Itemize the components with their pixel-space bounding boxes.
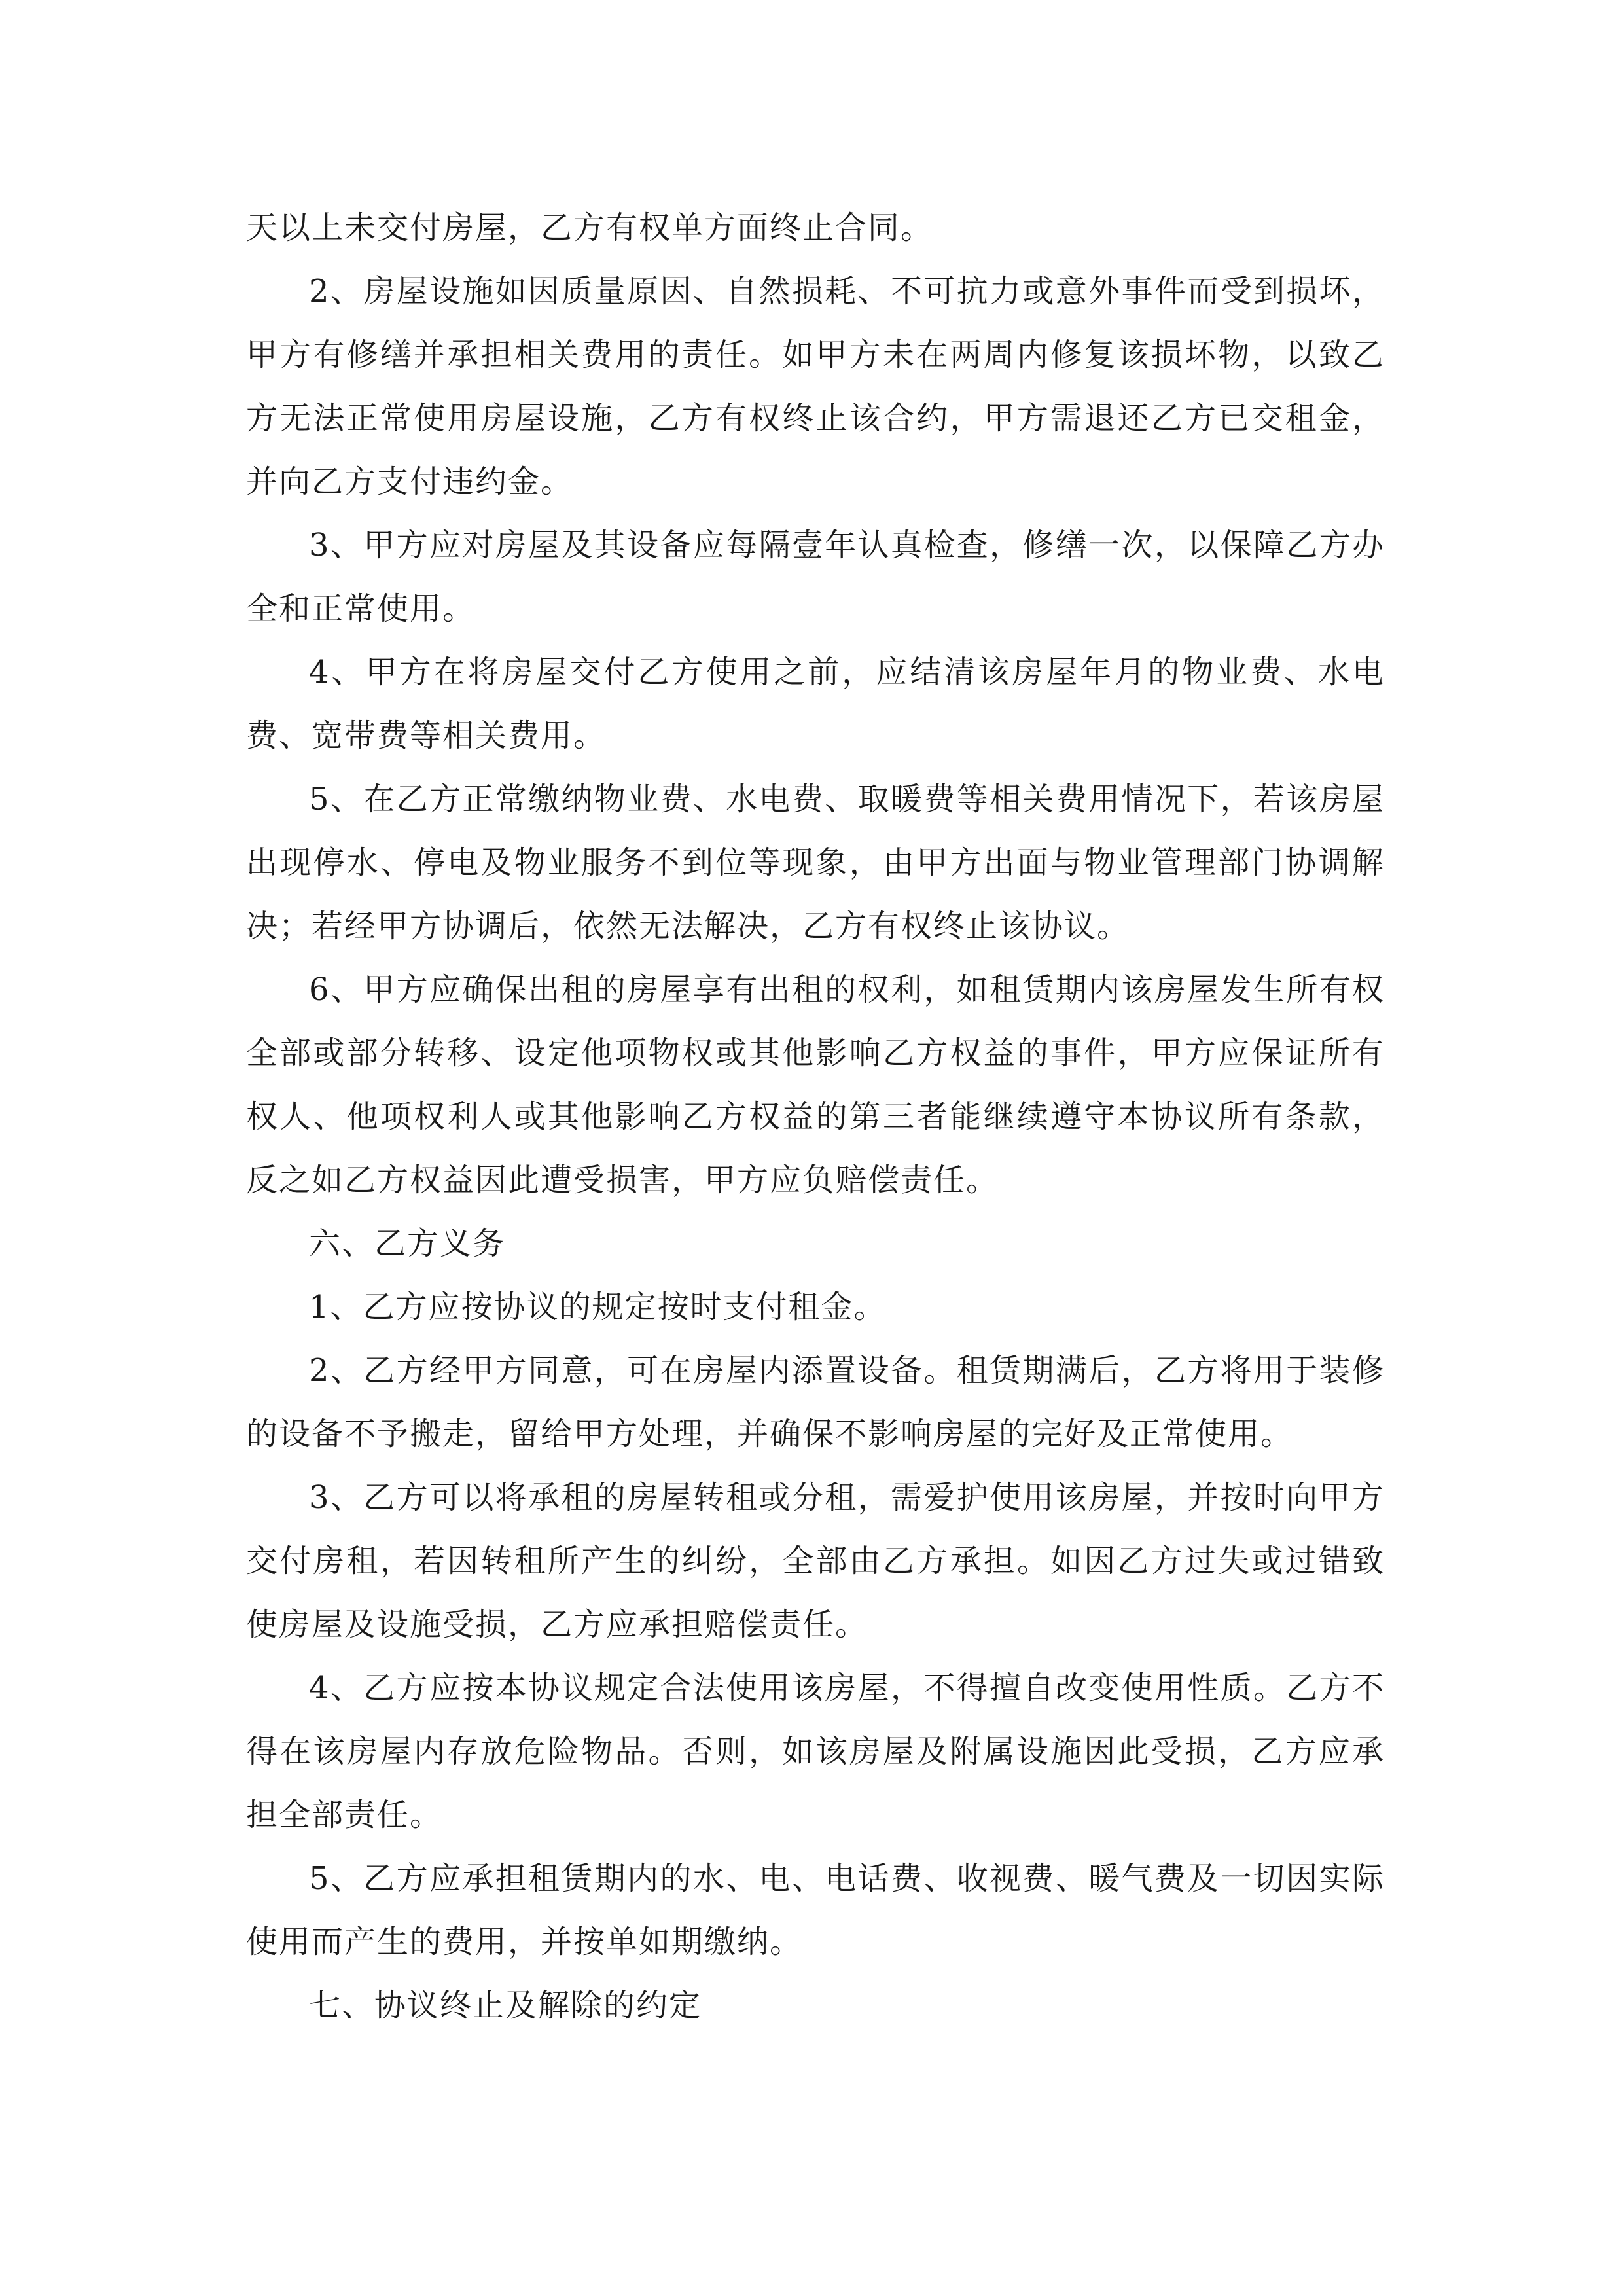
paragraph-tenant-clause-3: 3、乙方可以将承租的房屋转租或分租，需爱护使用该房屋，并按时向甲方交付房租，若因转租所产生的纠纷，全部由乙方承担。如因乙方过失或过错致使房屋及设施受损，乙方应承担赔偿责任。 (246, 1479, 1385, 1643)
paragraph-clause-4: 4、甲方在将房屋交付乙方使用之前，应结清该房屋年月的物业费、水电费、宽带费等相关费用。 (246, 654, 1385, 754)
section-heading-tenant-obligations: 六、乙方义务 (309, 1225, 506, 1262)
paragraph-clause-5: 5、在乙方正常缴纳物业费、水电费、取暖费等相关费用情况下，若该房屋出现停水、停电及物业服务不到位等现象，由甲方出面与物业管理部门协调解决；若经甲方协调后，依然无法解决，乙方有权终止该协议。 (246, 781, 1385, 944)
paragraph-continuation: 天以上未交付房屋，乙方有权单方面终止合同。 (246, 209, 934, 246)
paragraph-tenant-clause-4: 4、乙方应按本协议规定合法使用该房屋，不得擅自改变使用性质。乙方不得在该房屋内存放危险物品。否则，如该房屋及附属设施因此受损，乙方应承担全部责任。 (246, 1670, 1385, 1833)
section-heading-termination: 七、协议终止及解除的约定 (309, 1987, 702, 2024)
paragraph-clause-6: 6、甲方应确保出租的房屋享有出租的权利，如租赁期内该房屋发生所有权全部或部分转移、设定他项物权或其他影响乙方权益的事件，甲方应保证所有权人、他项权利人或其他影响乙方权益的第三者能继续遵守本协议所有条款，反之如乙方权益因此遭受损害，甲方应负赔偿责任。 (246, 971, 1385, 1198)
paragraph-tenant-clause-1: 1、乙方应按协议的规定按时支付租金。 (309, 1289, 887, 1325)
paragraph-clause-2: 2、房屋设施如因质量原因、自然损耗、不可抗力或意外事件而受到损坏，甲方有修缮并承担相关费用的责任。如甲方未在两周内修复该损坏物，以致乙方无法正常使用房屋设施，乙方有权终止该合约，甲方需退还乙方已交租金，并向乙方支付违约金。 (246, 273, 1385, 500)
document-body (246, 196, 1385, 2037)
paragraph-tenant-clause-5: 5、乙方应承担租赁期内的水、电、电话费、收视费、暖气费及一切因实际使用而产生的费用，并按单如期缴纳。 (246, 1860, 1385, 1960)
paragraph-tenant-clause-2: 2、乙方经甲方同意，可在房屋内添置设备。租赁期满后，乙方将用于装修的设备不予搬走，留给甲方处理，并确保不影响房屋的完好及正常使用。 (246, 1352, 1385, 1452)
paragraph-clause-3: 3、甲方应对房屋及其设备应每隔壹年认真检查，修缮一次，以保障乙方办全和正常使用。 (246, 527, 1385, 627)
